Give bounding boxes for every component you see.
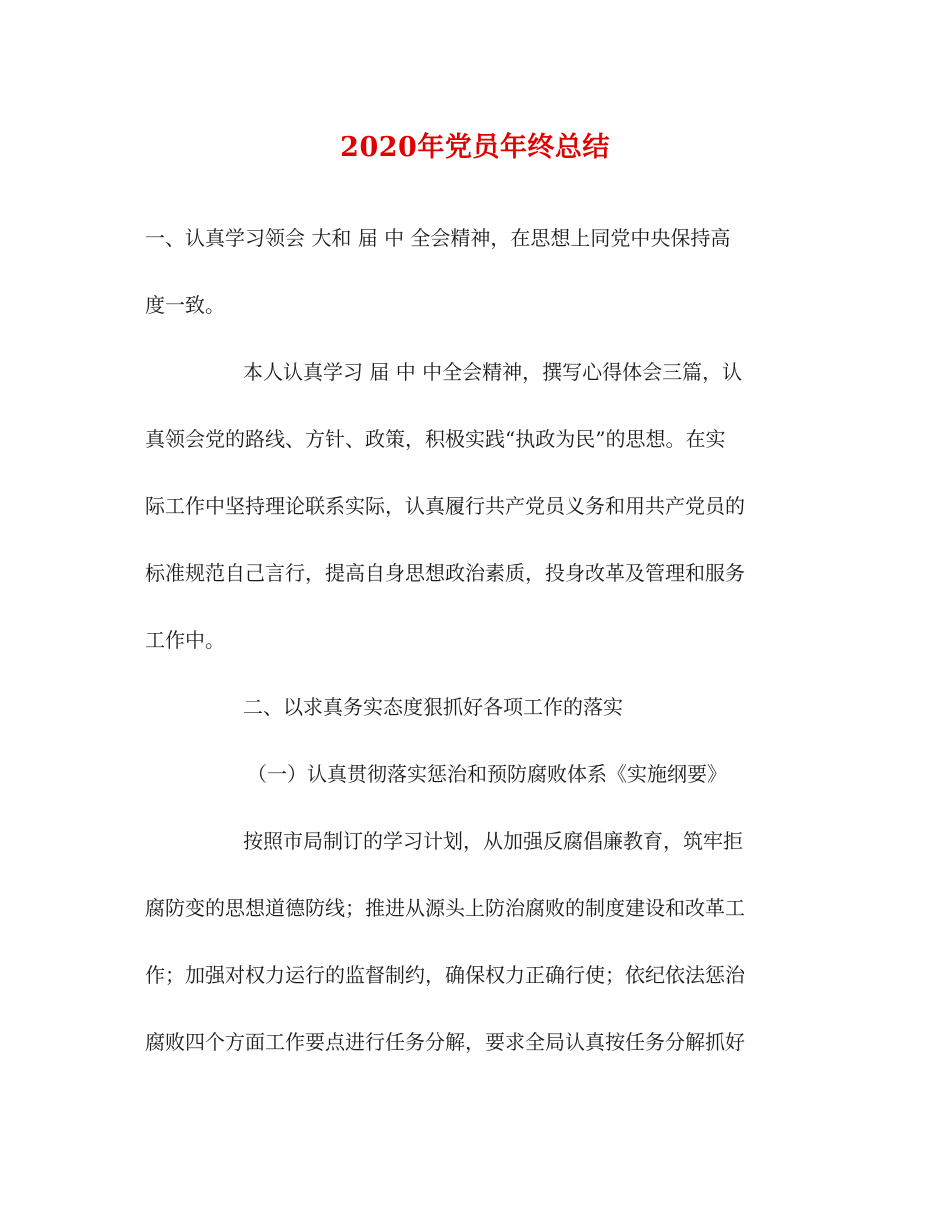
section-heading: 二、以求真务实态度狠抓好各项工作的落实 xyxy=(243,695,623,719)
paragraph-line: 本人认真学习 届 中 中全会精神，撰写心得体会三篇，认 xyxy=(243,360,743,384)
document-title: 2020年党员年终总结 xyxy=(340,132,610,163)
paragraph-line: 际工作中坚持理论联系实际，认真履行共产党员义务和用共产党员的 xyxy=(145,494,745,518)
paragraph-line: 作；加强对权力运行的监督制约，确保权力正确行使；依纪依法惩治 xyxy=(145,963,745,987)
paragraph-line: 按照市局制订的学习计划，从加强反腐倡廉教育，筑牢拒 xyxy=(243,829,743,853)
paragraph-line: 腐防变的思想道德防线；推进从源头上防治腐败的制度建设和改革工 xyxy=(145,896,745,920)
paragraph-line: 度一致。 xyxy=(145,293,225,317)
subsection-heading: （一）认真贯彻落实惩治和预防腐败体系《实施纲要》 xyxy=(247,762,727,786)
paragraph-line: 工作中。 xyxy=(145,628,225,652)
paragraph-line: 标准规范自己言行，提高自身思想政治素质，投身改革及管理和服务 xyxy=(145,561,745,585)
paragraph-line: 腐败四个方面工作要点进行任务分解，要求全局认真按任务分解抓好 xyxy=(145,1030,745,1054)
paragraph-line: 一、认真学习领会 大和 届 中 全会精神，在思想上同党中央保持高 xyxy=(145,226,731,250)
paragraph-line: 真领会党的路线、方针、政策，积极实践“执政为民”的思想。在实 xyxy=(145,427,726,451)
